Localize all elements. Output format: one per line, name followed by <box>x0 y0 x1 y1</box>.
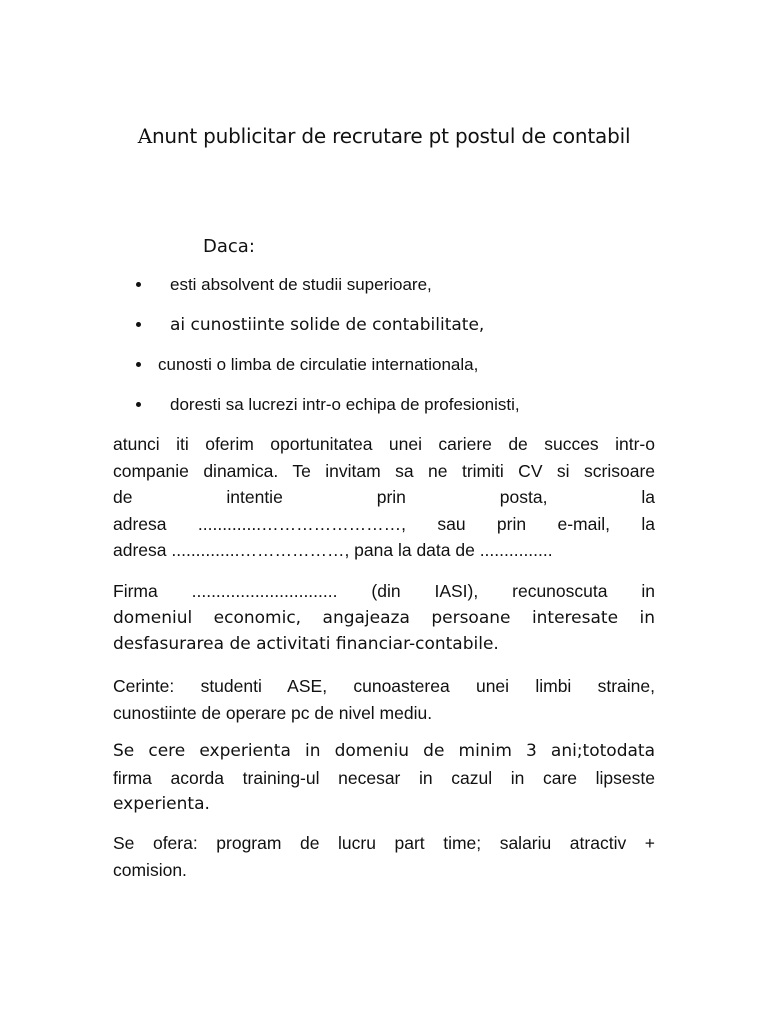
paragraph-line: Cerinte: studenti ASE, cunoasterea unei limbi straine, <box>113 676 655 696</box>
paragraph-line: Firma .............................. (din IASI), recunoscuta in <box>113 581 655 601</box>
paragraph-line: cunostiinte de operare pc de nivel mediu. <box>113 702 433 723</box>
paragraph-line: domeniul economic, angajeaza persoane interesate in <box>113 607 655 628</box>
bullet-icon <box>136 282 141 287</box>
paragraph-line: de intentie prin posta, la <box>113 487 655 507</box>
list-item <box>130 354 690 394</box>
list-item-text: esti absolvent de studii superioare, <box>170 275 432 294</box>
list-item-text: doresti sa lucrezi intr-o echipa de profesionisti, <box>170 395 520 414</box>
paragraph-offer <box>113 431 655 564</box>
page-title <box>0 124 768 148</box>
intro-label: Daca: <box>203 236 255 257</box>
bullet-icon <box>136 322 141 327</box>
paragraph-line: firma acorda training-ul necesar in cazul in care lipseste <box>113 767 655 788</box>
list-item <box>130 394 690 434</box>
list-item <box>130 314 690 354</box>
paragraph-line: Se cere experienta in domeniu de minim 3 ani;totodata <box>113 741 655 761</box>
list-item-text: ai cunostiinte solide de contabilitate, <box>170 315 485 335</box>
paragraph-line: experienta. <box>113 794 210 814</box>
requirements-list <box>130 274 690 434</box>
paragraph-line: comision. <box>113 859 187 880</box>
paragraph-company <box>113 578 655 658</box>
paragraph-line: desfasurarea de activitati financiar-contabile. <box>113 634 499 654</box>
list-item-text: cunosti o limba de circulatie internationala, <box>158 355 479 374</box>
paragraph-line: companie dinamica. Te invitam sa ne trimiti CV si scrisoare <box>113 460 655 481</box>
paragraph-benefits <box>113 830 655 883</box>
bullet-icon <box>136 362 141 367</box>
title-text: nunt publicitar de recrutare pt postul de contabil <box>151 124 631 148</box>
list-item <box>130 274 690 314</box>
paragraph-line: atunci iti oferim oportunitatea unei cariere de succes intr-o <box>113 434 655 454</box>
paragraph-line: adresa .............……………………, sau prin e-mail, la <box>113 513 655 534</box>
paragraph-line: Se ofera: program de lucru part time; salariu atractiv + <box>113 833 655 853</box>
paragraph-line: adresa ..............………………, pana la data de ............... <box>113 540 553 560</box>
paragraph-experience <box>113 738 655 818</box>
paragraph-requirements <box>113 673 655 726</box>
bullet-icon <box>136 402 141 407</box>
title-first-letter: A <box>137 124 152 148</box>
